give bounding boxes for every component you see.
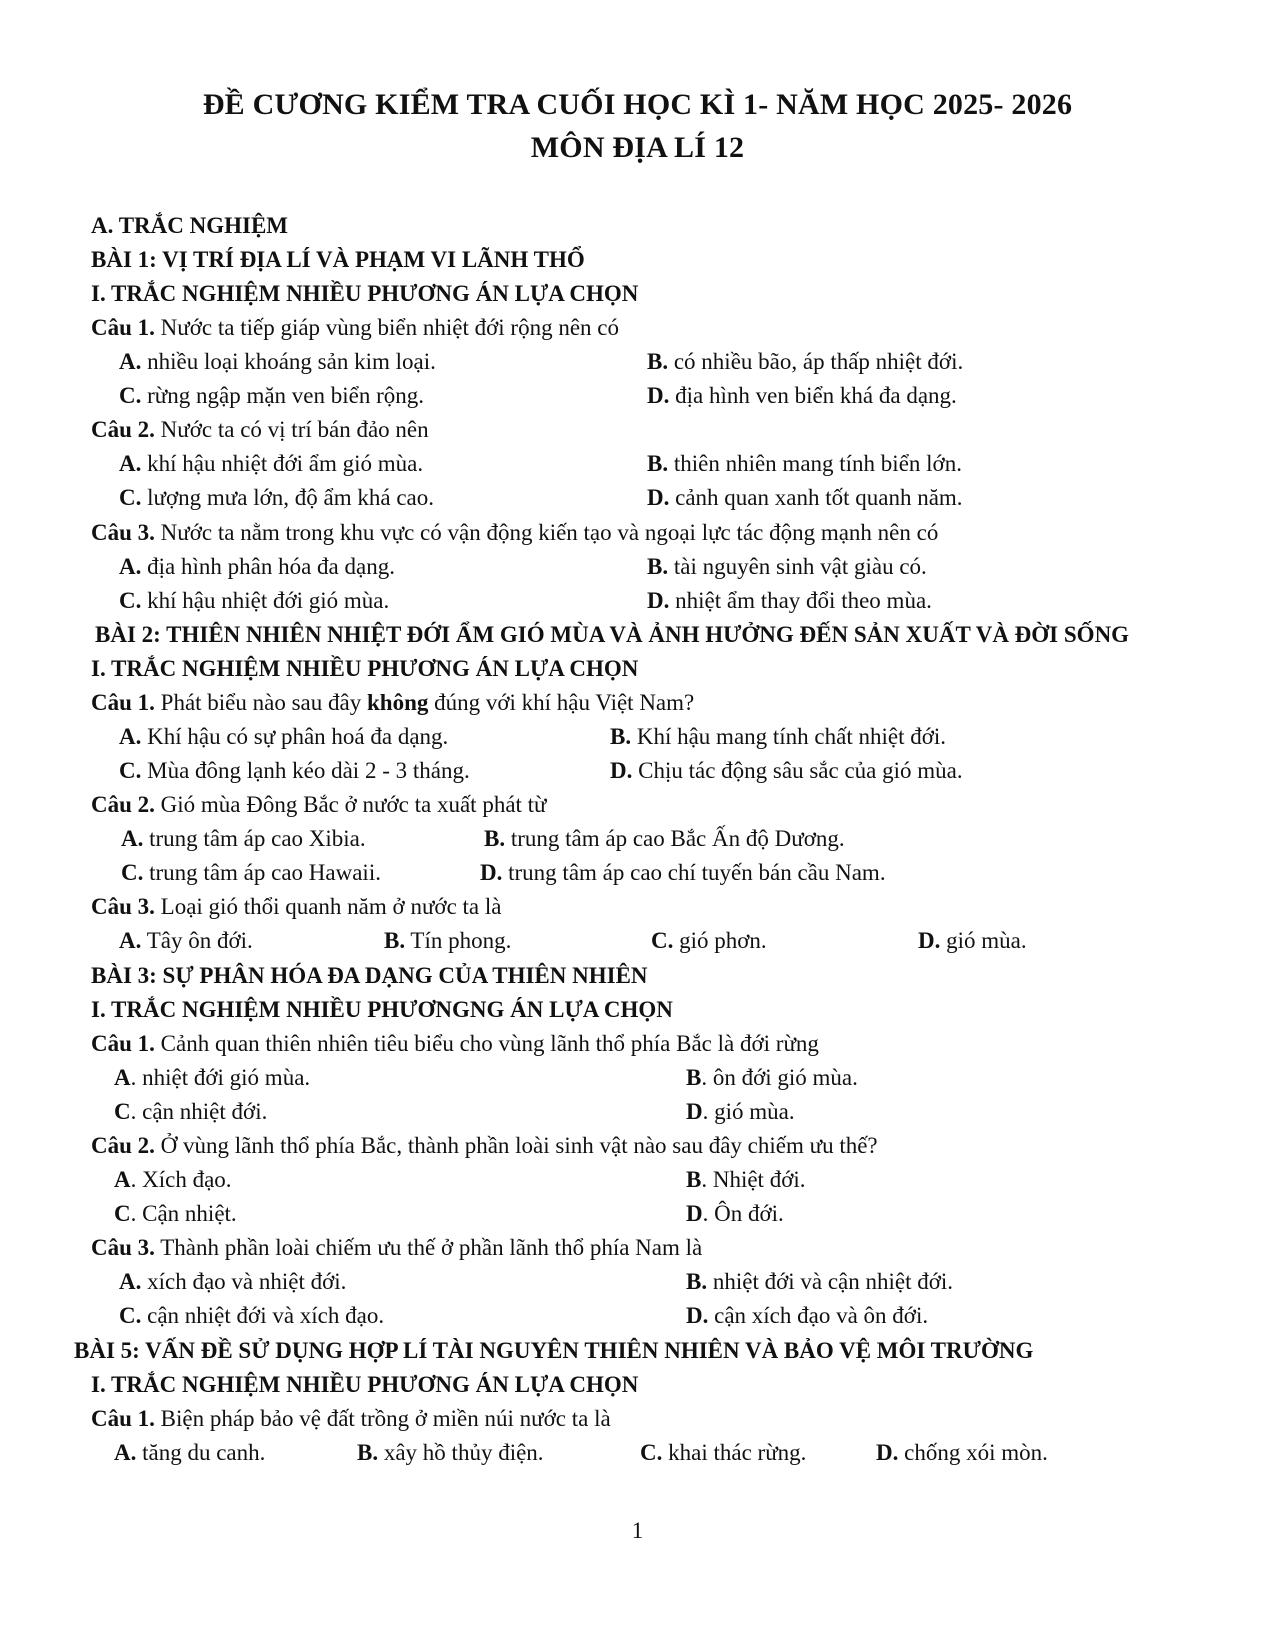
section-heading: BÀI 2: THIÊN NHIÊN NHIỆT ĐỚI ẨM GIÓ MÙA VÀ ẢNH HƯỞNG ĐẾN SẢN XUẤT VÀ ĐỜI SỐNG — [95, 622, 1130, 647]
answer-option — [647, 586, 932, 616]
option-text: nhiệt ẩm thay đổi theo mùa. — [669, 588, 932, 613]
answer-option — [686, 1301, 928, 1331]
question — [91, 415, 429, 445]
answer-option — [480, 858, 886, 888]
option-letter: D. — [610, 758, 633, 783]
option-letter: D. — [647, 383, 670, 408]
answer-option — [876, 1438, 1048, 1468]
option-letter: B. — [647, 349, 669, 374]
option-text: . nhiệt đới gió mùa. — [130, 1065, 311, 1090]
option-letter: B. — [686, 1269, 708, 1294]
answer-option — [357, 1438, 544, 1468]
option-text: . Nhiệt đới. — [701, 1167, 806, 1192]
option-letter: B. — [484, 826, 506, 851]
option-text: cảnh quan xanh tốt quanh năm. — [669, 485, 963, 510]
document-subtitle: MÔN ĐỊA LÍ 12 — [530, 131, 745, 164]
answer-option — [686, 1165, 806, 1195]
question-emphasis: không — [366, 690, 429, 715]
question-text: Thành phần loài chiếm ưu thế ở phần lãnh thổ phía Nam là — [154, 1235, 703, 1260]
answer-option — [686, 1267, 953, 1297]
option-letter: C — [114, 1201, 131, 1226]
option-letter: C — [114, 1099, 131, 1124]
option-text: Chịu tác động sâu sắc của gió mùa. — [632, 758, 963, 783]
answer-option — [384, 926, 511, 956]
question-number: Câu 2. — [91, 417, 155, 442]
option-text: khí hậu nhiệt đới ẩm gió mùa. — [141, 451, 424, 476]
answer-option — [119, 347, 436, 377]
option-text: xây hồ thủy điện. — [378, 1440, 544, 1465]
question — [91, 1404, 611, 1434]
section-heading: I. TRẮC NGHIỆM NHIỀU PHƯƠNG ÁN LỰA CHỌN — [91, 656, 639, 681]
option-letter: A. — [119, 554, 142, 579]
document-title: ĐỀ CƯƠNG KIỂM TRA CUỐI HỌC KÌ 1- NĂM HỌC 2025- 2026 — [202, 88, 1073, 121]
question-number: Câu 2. — [91, 1133, 155, 1158]
answer-option — [647, 347, 963, 377]
option-letter: A. — [119, 349, 142, 374]
answer-option — [119, 449, 423, 479]
answer-option — [114, 1438, 265, 1468]
question — [91, 1233, 702, 1263]
option-text: trung tâm áp cao chí tuyến bán cầu Nam. — [502, 860, 886, 885]
answer-option — [647, 449, 962, 479]
option-text: nhiệt đới và cận nhiệt đới. — [707, 1269, 954, 1294]
section-heading: I. TRẮC NGHIỆM NHIỀU PHƯƠNG ÁN LỰA CHỌN — [91, 281, 639, 306]
answer-option — [119, 926, 253, 956]
option-text: Mùa đông lạnh kéo dài 2 - 3 tháng. — [141, 758, 470, 783]
answer-option — [119, 586, 389, 616]
answer-option — [647, 381, 957, 411]
section-heading: BÀI 3: SỰ PHÂN HÓA ĐA DẠNG CỦA THIÊN NHIÊN — [91, 963, 648, 988]
section-heading: I. TRẮC NGHIỆM NHIỀU PHƯƠNGNG ÁN LỰA CHỌN — [91, 997, 673, 1022]
option-text: lượng mưa lớn, độ ẩm khá cao. — [141, 485, 434, 510]
question-number: Câu 1. — [91, 1406, 155, 1431]
answer-option — [114, 1063, 310, 1093]
option-letter: C. — [119, 758, 142, 783]
answer-option — [119, 1267, 346, 1297]
question-text: Biện pháp bảo vệ đất trồng ở miền núi nước ta là — [154, 1406, 611, 1431]
option-text: . Ôn đới. — [702, 1201, 784, 1226]
page-number: 1 — [631, 1518, 644, 1543]
question-number: Câu 1. — [91, 1031, 155, 1056]
option-letter: A — [114, 1065, 131, 1090]
option-letter: D. — [647, 485, 670, 510]
option-text: Tín phong. — [405, 928, 512, 953]
option-letter: A. — [119, 1269, 142, 1294]
answer-option — [647, 483, 963, 513]
answer-option — [686, 1199, 784, 1229]
option-letter: D. — [918, 928, 941, 953]
question-number: Câu 3. — [91, 1235, 155, 1260]
question — [91, 1029, 819, 1059]
option-text: địa hình ven biển khá đa dạng. — [669, 383, 957, 408]
section-heading: A. TRẮC NGHIỆM — [91, 213, 289, 238]
option-text: rừng ngập mặn ven biển rộng. — [141, 383, 425, 408]
question-text: Cảnh quan thiên nhiên tiêu biểu cho vùng lãnh thổ phía Bắc là đới rừng — [154, 1031, 819, 1056]
option-letter: C. — [651, 928, 674, 953]
answer-option — [119, 381, 424, 411]
option-text: gió phơn. — [673, 928, 767, 953]
answer-option — [610, 756, 963, 786]
option-letter: B — [686, 1065, 702, 1090]
option-letter: D. — [876, 1440, 899, 1465]
answer-option — [119, 756, 470, 786]
answer-option — [686, 1097, 795, 1127]
option-text: tài nguyên sinh vật giàu có. — [668, 554, 927, 579]
option-text: . cận nhiệt đới. — [130, 1099, 268, 1124]
option-letter: A — [114, 1167, 131, 1192]
question-text: Gió mùa Đông Bắc ở nước ta xuất phát từ — [154, 792, 547, 817]
option-letter: B. — [647, 451, 669, 476]
answer-option — [119, 483, 434, 513]
option-text: thiên nhiên mang tính biển lớn. — [668, 451, 962, 476]
option-letter: C. — [119, 485, 142, 510]
option-letter: B. — [384, 928, 406, 953]
question-text: Phát biểu nào sau đây — [154, 690, 367, 715]
option-letter: C. — [640, 1440, 663, 1465]
option-letter: A. — [121, 826, 144, 851]
section-heading: BÀI 1: VỊ TRÍ ĐỊA LÍ VÀ PHẠM VI LÃNH THỔ — [91, 247, 585, 272]
question-number: Câu 2. — [91, 792, 155, 817]
option-letter: A. — [114, 1440, 137, 1465]
option-letter: D. — [480, 860, 503, 885]
option-text: . ôn đới gió mùa. — [701, 1065, 858, 1090]
option-letter: D. — [686, 1303, 709, 1328]
option-letter: C. — [119, 588, 142, 613]
option-letter: A. — [119, 451, 142, 476]
answer-option — [119, 552, 395, 582]
option-letter: C. — [119, 383, 142, 408]
answer-option — [647, 552, 927, 582]
option-text: Khí hậu có sự phân hoá đa dạng. — [141, 724, 449, 749]
question — [91, 688, 694, 718]
question-number: Câu 3. — [91, 520, 155, 545]
answer-option — [119, 1301, 384, 1331]
question — [91, 518, 938, 548]
option-text: cận nhiệt đới và xích đạo. — [141, 1303, 385, 1328]
option-letter: D — [686, 1201, 703, 1226]
option-letter: A. — [119, 724, 142, 749]
answer-option — [686, 1063, 858, 1093]
option-text: . Cận nhiệt. — [130, 1201, 237, 1226]
option-text: gió mùa. — [940, 928, 1027, 953]
option-text: Khí hậu mang tính chất nhiệt đới. — [631, 724, 947, 749]
section-heading: BÀI 5: VẤN ĐỀ SỬ DỤNG HỢP LÍ TÀI NGUYÊN THIÊN NHIÊN VÀ BẢO VỆ MÔI TRƯỜNG — [74, 1338, 1034, 1363]
option-letter: A. — [119, 928, 142, 953]
option-letter: B — [686, 1167, 702, 1192]
question — [91, 1131, 878, 1161]
option-letter: C. — [121, 860, 144, 885]
option-text: khai thác rừng. — [662, 1440, 807, 1465]
answer-option — [651, 926, 767, 956]
question-number: Câu 1. — [91, 690, 155, 715]
question-text: Nước ta có vị trí bán đảo nên — [154, 417, 429, 442]
answer-option — [121, 824, 366, 854]
answer-option — [114, 1199, 237, 1229]
question-text: Ở vùng lãnh thổ phía Bắc, thành phần loài sinh vật nào sau đây chiếm ưu thế? — [154, 1133, 878, 1158]
option-letter: D. — [647, 588, 670, 613]
option-text: chống xói mòn. — [898, 1440, 1048, 1465]
option-text: cận xích đạo và ôn đới. — [708, 1303, 929, 1328]
option-text: xích đạo và nhiệt đới. — [141, 1269, 347, 1294]
question-number: Câu 1. — [91, 315, 155, 340]
answer-option — [114, 1097, 267, 1127]
option-text: . gió mùa. — [702, 1099, 795, 1124]
option-text: địa hình phân hóa đa dạng. — [141, 554, 395, 579]
question-text: Loại gió thổi quanh năm ở nước ta là — [154, 894, 502, 919]
question-text: Nước ta tiếp giáp vùng biển nhiệt đới rộng nên có — [154, 315, 620, 340]
option-text: Tây ôn đới. — [141, 928, 253, 953]
question — [91, 892, 501, 922]
option-text: trung tâm áp cao Hawaii. — [143, 860, 381, 885]
answer-option — [640, 1438, 806, 1468]
question-text: Nước ta nằm trong khu vực có vận động kiến tạo và ngoại lực tác động mạnh nên có — [154, 520, 939, 545]
section-heading: I. TRẮC NGHIỆM NHIỀU PHƯƠNG ÁN LỰA CHỌN — [91, 1372, 639, 1397]
answer-option — [114, 1165, 232, 1195]
answer-option — [610, 722, 946, 752]
answer-option — [484, 824, 845, 854]
question-text: đúng với khí hậu Việt Nam? — [428, 690, 695, 715]
option-text: trung tâm áp cao Xibia. — [143, 826, 366, 851]
option-letter: D — [686, 1099, 703, 1124]
question — [91, 313, 619, 343]
option-text: nhiều loại khoáng sản kim loại. — [141, 349, 436, 374]
option-text: tăng du canh. — [136, 1440, 266, 1465]
option-text: trung tâm áp cao Bắc Ấn độ Dương. — [505, 826, 845, 851]
answer-option — [119, 722, 448, 752]
option-letter: B. — [610, 724, 632, 749]
answer-option — [121, 858, 381, 888]
question-number: Câu 3. — [91, 894, 155, 919]
option-text: . Xích đạo. — [130, 1167, 232, 1192]
option-text: khí hậu nhiệt đới gió mùa. — [141, 588, 390, 613]
question — [91, 790, 547, 820]
option-letter: B. — [647, 554, 669, 579]
option-letter: B. — [357, 1440, 379, 1465]
option-letter: C. — [119, 1303, 142, 1328]
answer-option — [918, 926, 1027, 956]
option-text: có nhiều bão, áp thấp nhiệt đới. — [668, 349, 964, 374]
